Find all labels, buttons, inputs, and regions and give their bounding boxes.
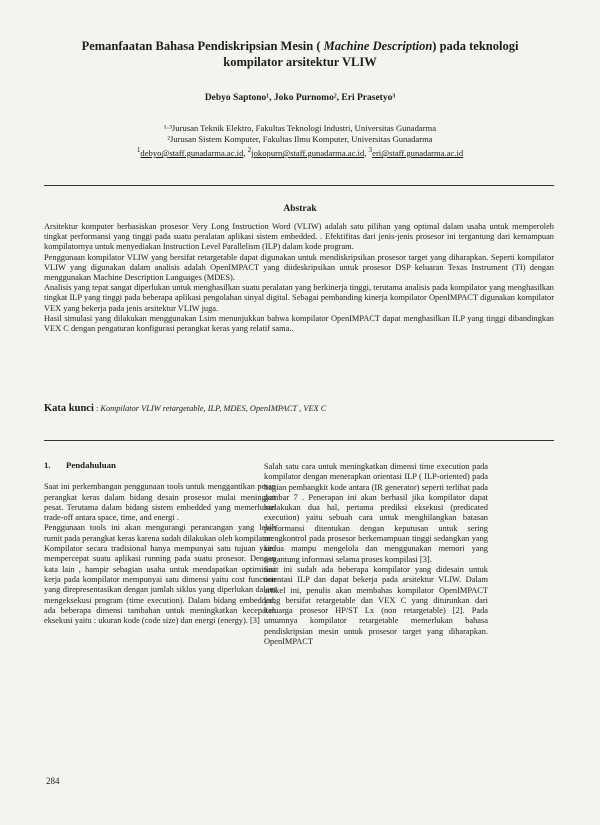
abstract-paragraph: Analisis yang tepat sangat diperlukan untuk menghasilkan suatu peralatan yang berkinerja tinggi, terutama analisis pada kompilator yang menghasilkan tingkat ILP yang tinggi pada beberapa aplikasi pengolahan sinyal digital. Sebagai pembanding kinerja kompilator OpenIMPACT digunakan kompilator VEX yang bekerja pada jenis arsitektur VLIW juga.	[44, 283, 554, 313]
left-column	[44, 460, 276, 626]
section-number: 1.	[44, 460, 51, 470]
page-number: 284	[46, 776, 60, 786]
author-list: Debyo Saptono¹, Joko Purnomo², Eri Prasetyo³	[204, 93, 396, 103]
body-paragraph: Penggunaan tools ini akan mengurangi perancangan yang lebih rumit pada perangkat keras karena sudah dilakukan oleh kompilator.	[44, 523, 276, 543]
keywords-list: Kompilator VLIW retargetable, ILP, MDES, OpenIMPACT , VEX C	[100, 404, 327, 413]
abstract-paragraph: Penggunaan kompilator VLIW yang bersifat retargetable dapat digunakan untuk mendiskripsikan prosesor target yang diharapkan. Seperti kompilator VLIW yang digunakan dalam analisis adalah OpenIMPACT yang diideskripsikan untuk prosesor DSP keluaran Texas Instrument (TI) dengan menggunakan Machine Description Languages (MDES).	[44, 252, 554, 283]
email-line: $^1$debyo@staff.gunadarma.ac.id, $^2$jokopurn@staff.gunadarma.ac.id, $^3$eri@staff.gunadarma.ac.id	[136, 146, 464, 158]
abstract-divider	[44, 440, 554, 441]
body-paragraph: Saat ini perkembangan penggunaan tools untuk menggantikan peran perangkat keras dalam bidang desain prosesor mulai meningkat pesat. Terutama dalam bidang sistem embedded yang memerlukan trade-off antara space, time, and energi .	[44, 482, 276, 523]
title-part-1: Pemanfaatan Bahasa Pendiskripsian Mesin (	[81, 39, 321, 53]
affiliation-2: ²Jurusan Sistem Komputer, Fakultas Ilmu Komputer, Universitas Gunadarma	[167, 134, 433, 144]
affiliation-1: ¹·³Jurusan Teknik Elektro, Fakultas Teknologi Industri, Universitas Gunadarma	[163, 123, 437, 133]
email-3[interactable]: eri@staff.gunadarma.ac.id	[372, 147, 464, 158]
keywords-label: Kata kunci	[44, 403, 94, 414]
body-paragraph: Saat ini sudah ada beberapa kompilator yang didesain untuk orientasi ILP dan dapat bekerja pada arsitektur VLIW. Dalam artikel ini, penulis akan membahas kompilator OpenIMPACT yang bersifat retargetable dan VEX C yang diturunkan dari keluarga prosesor HP/ST Lx (non retargetable) [2]. Pada umumnya kompilator retargetable memerlukan bahasa pendiskripsian mesin untuk prosesor target yang diharapkan. OpenIMPACT	[264, 564, 488, 647]
abstract-body	[44, 222, 554, 334]
section-heading	[44, 460, 276, 470]
paper-title	[60, 38, 540, 70]
title-italic: Machine Description	[323, 39, 433, 53]
abstract-heading: Abstrak	[283, 204, 317, 214]
affiliations	[60, 123, 540, 159]
header-divider	[44, 185, 554, 186]
right-column	[264, 462, 488, 647]
section-title: Pendahuluan	[66, 460, 116, 470]
body-paragraph: Salah satu cara untuk meningkatkan dimensi time execution pada kompilator dengan menerapkan orientasi ILP ( ILP-oriented) pada bagian pembangkit kode antara (IR generator) seperti terlihat pada gambar 7 . Penerapan ini akan berhasil jika kompilator dapat melakukan dua hal, pertama prediksi eksekusi (predicated execution) yaitu sebuah cara untuk menghilangkan batasan performansi ditentukan dengan keputusan untuk sering mengkontrol pada prosesor berkemampuan tinggi sedangkan yang kedua mampu mengelola dan menggunakan memori yang tergantung informasi selama proses kompilasi [3].	[264, 462, 488, 564]
title-part-2: ) pada teknologi kompilator arsitektur VLIW	[223, 39, 519, 69]
body-paragraph: Kompilator secara tradisional hanya mempunyai satu tujuan yaitu mempercepat suatu aplikasi running pada suatu prosesor. Dengan kata lain , hampir sebagian usaha untuk mendapatkan optimisasi kerja pada kompilator mempunyai satu dimensi yaitu cost function yang direpresentasikan dengan jumlah siklus yang diperlukan dalam mengeksekusi program (time execution). Dalam bidang embedded, ada beberapa dimensi tambahan untuk meningkatkan kecepatan eksekusi yaitu : ukuran kode (code size) dan energi (energy). [3]	[44, 544, 276, 626]
keywords-line: Kata kunci : Kompilator VLIW retargetable, ILP, MDES, OpenIMPACT , VEX C	[44, 403, 327, 414]
email-2[interactable]: jokopurn@staff.gunadarma.ac.id	[251, 147, 365, 158]
email-1[interactable]: debyo@staff.gunadarma.ac.id	[140, 147, 244, 158]
abstract-paragraph: Arsitektur komputer berbasiskan prosesor Very Long Instruction Word (VLIW) adalah satu pilihan yang optimal dalam usaha untuk memperoleh tingkat performansi yang tinggi pada suatu peralatan aplikasi sistem embedded. . Efektifitas dari jenis-jenis prosesor ini tergantung dari kemampuan kompilatornya untuk menyediakan Instruction Level Parallelism (ILP) dalam kode program.	[44, 222, 554, 252]
abstract-paragraph: Hasil simulasi yang dilakukan menggunakan Lsim menunjukkan bahwa kompilator OpenIMPACT dapat menghasilkan ILP yang tinggi dibandingkan VEX C dengan pengaturan konfigurasi perangkat keras yang relatif sama..	[44, 313, 554, 334]
